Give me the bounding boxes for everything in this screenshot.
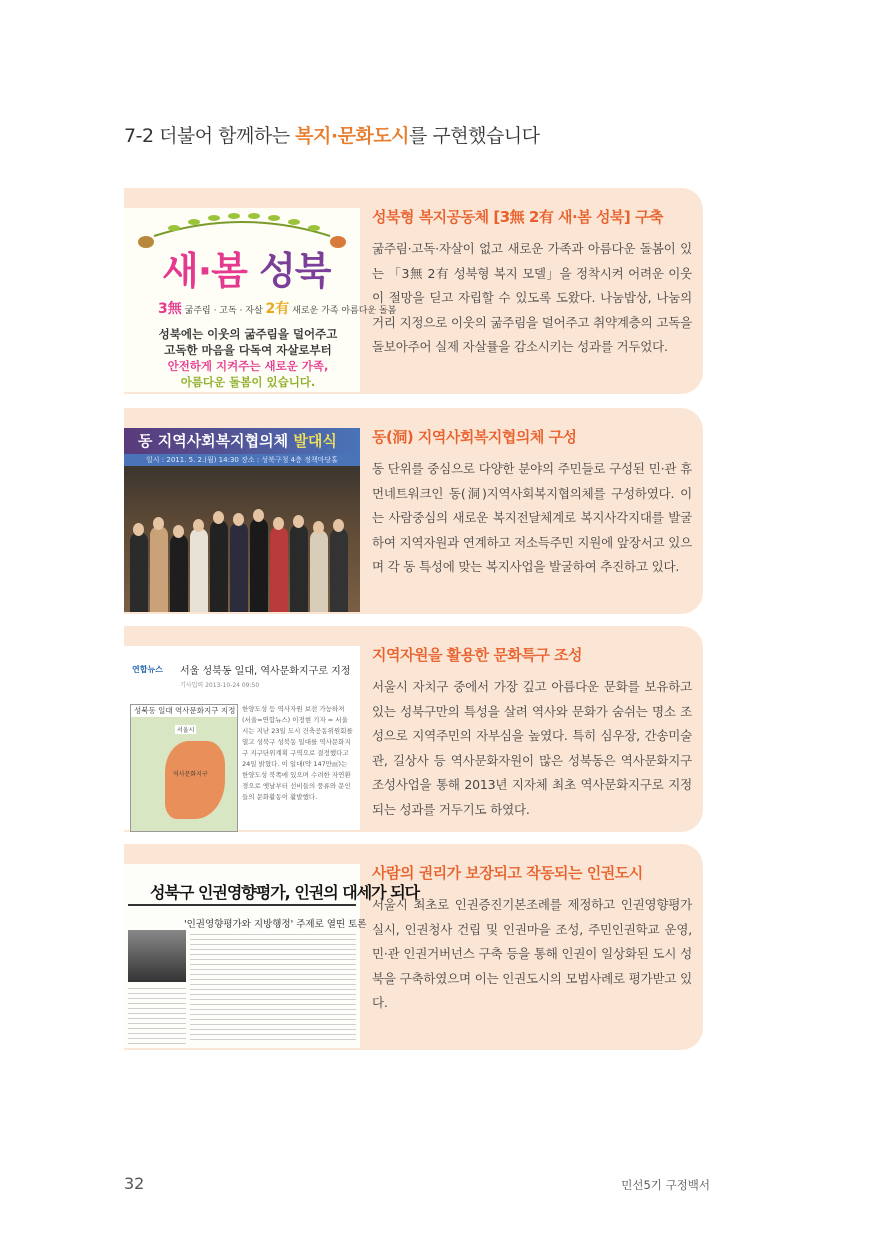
card-body: 굶주림·고독·자살이 없고 새로운 가족과 아름다운 돌봄이 있는 「3無 2有 성북형 복지 모델」을 정착시켜 어려운 이웃이 절망을 딛고 자립할 수 있도록 도왔다. 나눔밥상, 나눔의 거리 지정으로 이웃의 굶주림을 덜어주고 취약계층의 고독을 돌보아주어 실제 자살률을 감소시키는 성과를 거두었다. — [372, 241, 692, 354]
section-heading — [124, 121, 540, 148]
card-body: 서울시 자치구 중에서 가장 깊고 아름다운 문화를 보유하고 있는 성북구만의 특성을 살려 역사와 문화가 숨쉬는 명소 조성으로 지역주민의 자부심을 높였다. 특히 심우장, 간송미술관, 길상사 등 역사문화자원이 많은 성북동은 역사문화지구 조성사업을 통해 2013년 지자체 최초 역사문화지구로 지정되는 성과를 거두기도 하였다. — [372, 679, 692, 817]
news-body-text-2 — [128, 988, 186, 1044]
news-body-text — [190, 934, 356, 1044]
card-title: 지역자원을 활용한 문화특구 조성 — [372, 646, 583, 664]
news-column: 한양도성 등 역사자원 보전 가능하져 (서울=연합뉴스) 이정현 기자 = 서울시는 지난 23일 도시 건축공동위원회를 열고 성북구 성북동 일대를 역사문화지구 지구단위계획 구역으로 결정했다고 24일 밝혔다. 이 일대(약 147만㎡)는 한양도성 북쪽에 있으며 수려한 자연환경으로 옛날부터 선비들의 풍류와 문인들의 문화활동이 활발했다. — [242, 705, 353, 801]
news-subhead: '인권영향평가와 지방행정' 주제로 열띤 토론 — [184, 919, 367, 930]
sebom-title: 새·봄 성북 — [162, 249, 331, 293]
card-welfare-community — [124, 188, 703, 394]
poster-message: 성북에는 이웃의 굶주림을 덜어주고 고독한 마음을 다독여 자살로부터 안전하게 지켜주는 새로운 가족, 아름다운 돌봄이 있습니다. — [158, 327, 338, 389]
card-text — [372, 862, 692, 1016]
mu-yu-slogan: 3無 굶주림 · 고독 · 자살 2有 새로운 가족 아름다운 돌봄 — [158, 301, 397, 317]
news-clipping-human-rights — [124, 864, 420, 1048]
page-number: 32 — [124, 1174, 145, 1193]
news-headline: 성북구 인권영향평가, 인권의 대세가 되다 — [150, 883, 420, 902]
launch-ceremony-photo — [124, 428, 360, 612]
heading-highlight: 복지·문화도시 — [295, 125, 409, 147]
card-text — [372, 206, 692, 360]
news-photo — [128, 930, 186, 982]
map-label-seoul: 서울시 — [177, 727, 195, 734]
map-title: 성북동 일대 역사문화지구 지정 — [131, 705, 237, 717]
news-clipping-culture-district — [124, 646, 360, 830]
ceremony-banner: 동 지역사회복지협의체 발대식 — [124, 428, 360, 454]
map-label-area: 역사문화지구 — [173, 771, 208, 778]
news-headline: 서울 성북동 일대, 역사문화지구로 지정 — [180, 666, 351, 677]
heading-suffix: 를 구현했습니다 — [408, 125, 540, 147]
ceremony-subtitle: 일시 : 2011. 5. 2.(월) 14:30 장소 : 성북구청 4층 정책마당홀 — [124, 454, 360, 466]
district-area — [165, 741, 225, 819]
card-human-rights — [124, 844, 703, 1050]
card-title: 성북형 복지공동체 [3無 2有 새·봄 성북] 구축 — [372, 208, 663, 226]
card-culture-district — [124, 626, 703, 832]
card-title: 동(洞) 지역사회복지협의체 구성 — [372, 428, 577, 446]
sebom-seongbuk-poster — [124, 208, 397, 392]
district-map — [130, 704, 238, 832]
card-body: 서울시 최초로 인권증진기본조례를 제정하고 인권영향평가 실시, 인권청사 건립 및 인권마을 조성, 주민인권학교 운영, 민·관 인권거버넌스 구축 등을 통해 인권이 일상화된 도시 성북을 구축하였으며 이는 인권도시의 모범사례로 평가받고 있다. — [372, 897, 692, 1010]
book-title: 민선5기 구정백서 — [621, 1178, 710, 1192]
card-community-council — [124, 408, 703, 614]
news-meta: 기사입력 2013-10-24 09:50 — [180, 682, 260, 689]
group-photo — [124, 466, 360, 612]
card-text — [372, 426, 692, 580]
card-body: 동 단위를 중심으로 다양한 분야의 주민들로 구성된 민·관 휴먼네트워크인 동(洞)지역사회복지협의체를 구성하였다. 이는 사람중심의 새로운 복지전달체계로 복지사각지대를 발굴하여 지역자원과 연계하고 저소득주민 지원에 앞장서고 있으며 각 동 특성에 맞는 복지사업을 발굴하여 추진하고 있다. — [372, 461, 692, 574]
yonhap-logo: 연합뉴스 — [132, 665, 163, 674]
heading-prefix: 7-2 더불어 함께하는 — [124, 125, 296, 147]
card-text — [372, 644, 692, 822]
card-title: 사람의 권리가 보장되고 작동되는 인권도시 — [372, 864, 643, 882]
